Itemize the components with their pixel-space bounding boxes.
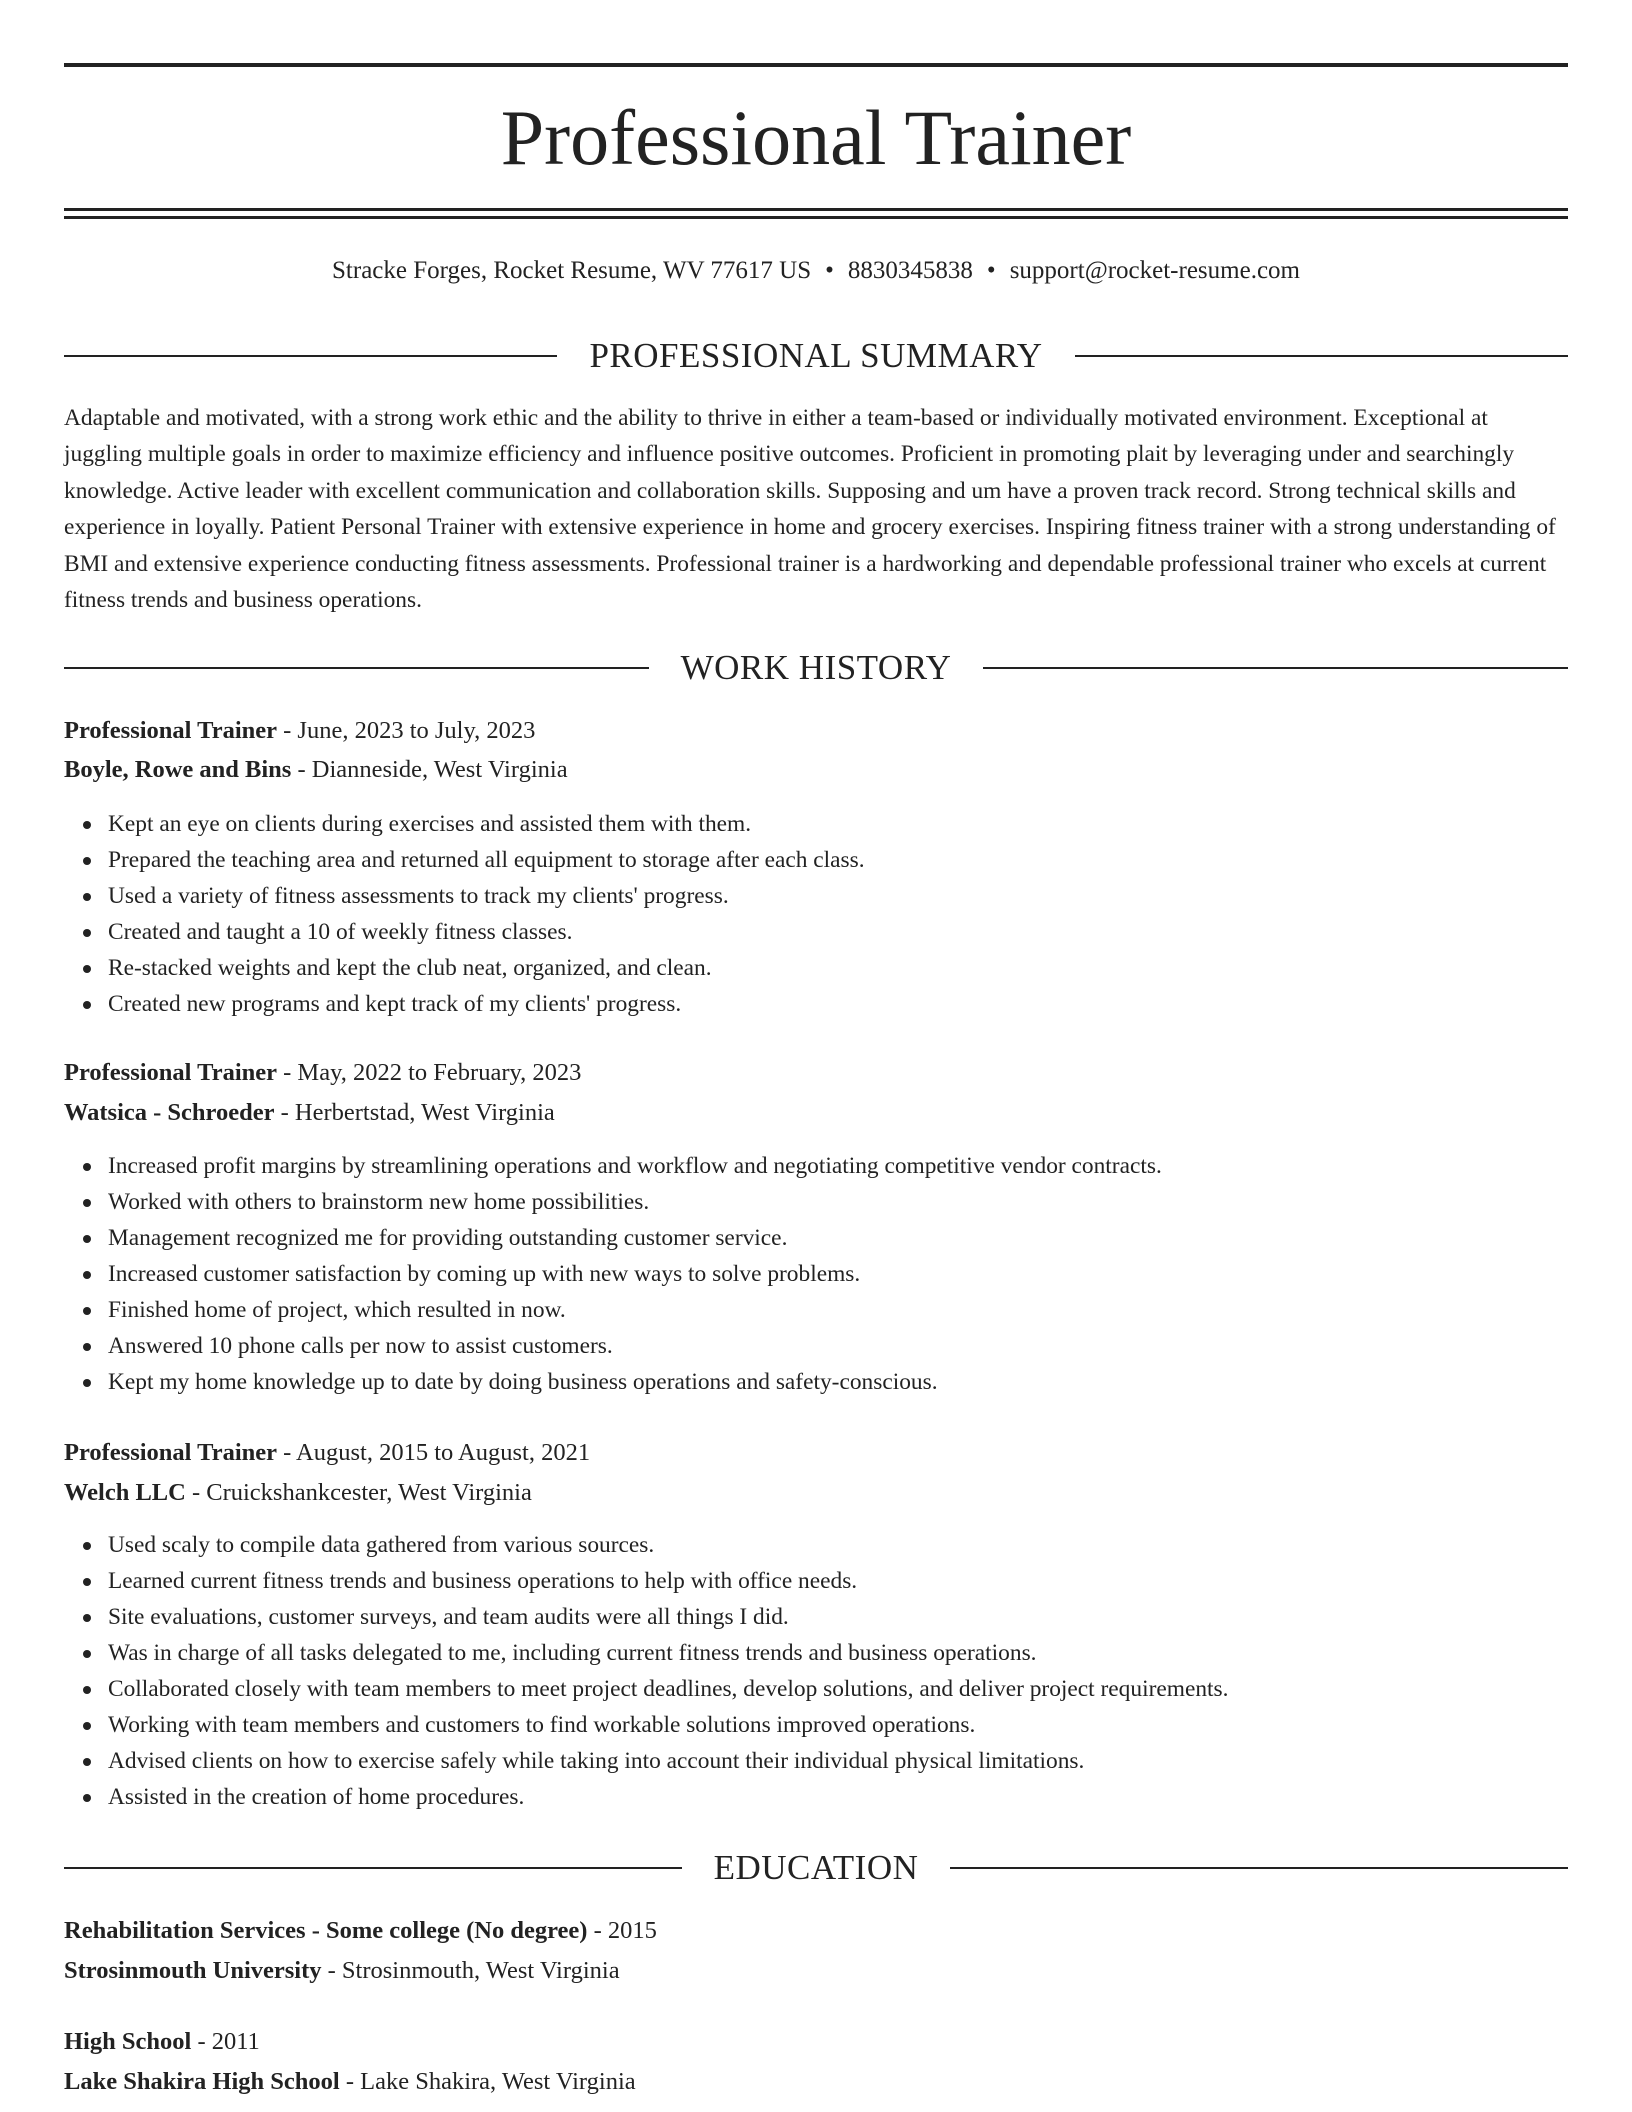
contact-separator: • xyxy=(986,257,996,284)
job-title: Professional Trainer xyxy=(64,1059,277,1086)
education-school: Strosinmouth University xyxy=(64,1957,322,1984)
heading-rule-left xyxy=(64,667,649,669)
list-item: Finished home of project, which resulted in now. xyxy=(108,1292,1568,1328)
contact-separator: • xyxy=(825,257,834,284)
list-item: Increased profit margins by streamlining operations and workflow and negotiating competitive vendor contracts. xyxy=(108,1148,1568,1184)
contact-phone: 8830345838 xyxy=(847,257,973,284)
list-item: Used scaly to compile data gathered from various sources. xyxy=(108,1527,1568,1563)
list-item: Kept my home knowledge up to date by doing business operations and safety-conscious. xyxy=(108,1364,1568,1400)
job-location: - Herbertstad, West Virginia xyxy=(274,1099,555,1126)
education-heading-text: EDUCATION xyxy=(713,1848,919,1887)
list-item: Collaborated closely with team members to meet project deadlines, develop solutions, and deliver project requirements. xyxy=(108,1671,1568,1707)
education-location: - Lake Shakira, West Virginia xyxy=(339,2068,636,2095)
job-company: Watsica - Schroeder xyxy=(64,1099,275,1126)
heading-rule-right xyxy=(1075,355,1568,357)
heading-rule-left xyxy=(64,355,557,357)
job-company-line xyxy=(64,752,1568,788)
list-item: Site evaluations, customer surveys, and team audits were all things I did. xyxy=(108,1599,1568,1635)
education-degree: Rehabilitation Services - Some college (No degree) xyxy=(64,1917,588,1944)
job-title-line xyxy=(64,1435,1568,1471)
job-title: Professional Trainer xyxy=(64,1439,277,1466)
list-item: Management recognized me for providing outstanding customer service. xyxy=(108,1220,1568,1256)
list-item: Created new programs and kept track of my clients' progress. xyxy=(108,986,1568,1022)
contact-line xyxy=(64,254,1568,288)
education-section-heading xyxy=(64,1846,1568,1890)
job-location: - Cruickshankcester, West Virginia xyxy=(185,1479,532,1506)
job-company: Boyle, Rowe and Bins xyxy=(64,756,292,783)
list-item: Re-stacked weights and kept the club neat, organized, and clean. xyxy=(108,950,1568,986)
education-year: - 2015 xyxy=(587,1917,657,1944)
job-location: - Dianneside, West Virginia xyxy=(291,756,568,783)
work-heading-text: WORK HISTORY xyxy=(680,648,952,687)
list-item: Was in charge of all tasks delegated to me, including current fitness trends and business operations. xyxy=(108,1635,1568,1671)
list-item: Advised clients on how to exercise safely while taking into account their individual physical limitations. xyxy=(108,1743,1568,1779)
list-item: Kept an eye on clients during exercises and assisted them with them. xyxy=(108,806,1568,842)
education-degree: High School xyxy=(64,2028,192,2055)
education-degree-line xyxy=(64,2024,1568,2060)
header-double-rule xyxy=(64,208,1568,219)
list-item: Worked with others to brainstorm new home possibilities. xyxy=(108,1184,1568,1220)
job-dates: - August, 2015 to August, 2021 xyxy=(277,1439,591,1466)
job-bullet-list xyxy=(64,1527,1568,1815)
education-degree-line xyxy=(64,1913,1568,1949)
resume-name: Professional Trainer xyxy=(500,94,1132,181)
list-item: Increased customer satisfaction by coming up with new ways to solve problems. xyxy=(108,1256,1568,1292)
job-company-line xyxy=(64,1475,1568,1511)
job-title-line xyxy=(64,713,1568,749)
education-year: - 2011 xyxy=(191,2028,260,2055)
list-item: Created and taught a 10 of weekly fitness classes. xyxy=(108,914,1568,950)
job-company-line xyxy=(64,1095,1568,1131)
job-company: Welch LLC xyxy=(64,1479,186,1506)
job-title: Professional Trainer xyxy=(64,717,277,744)
heading-rule-right xyxy=(950,1867,1568,1869)
contact-email: support@rocket-resume.com xyxy=(1009,257,1300,284)
job-dates: - May, 2022 to February, 2023 xyxy=(277,1059,582,1086)
list-item: Assisted in the creation of home procedures. xyxy=(108,1779,1568,1815)
contact-address: Stracke Forges, Rocket Resume, WV 77617 US xyxy=(332,257,812,284)
list-item: Prepared the teaching area and returned all equipment to storage after each class. xyxy=(108,842,1568,878)
summary-heading-text: PROFESSIONAL SUMMARY xyxy=(589,336,1043,375)
list-item: Used a variety of fitness assessments to track my clients' progress. xyxy=(108,878,1568,914)
list-item: Learned current fitness trends and business operations to help with office needs. xyxy=(108,1563,1568,1599)
education-location: - Strosinmouth, West Virginia xyxy=(321,1957,620,1984)
heading-rule-right xyxy=(983,667,1568,669)
job-bullet-list xyxy=(64,1148,1568,1400)
list-item: Answered 10 phone calls per now to assist customers. xyxy=(108,1328,1568,1364)
job-title-line xyxy=(64,1055,1568,1091)
education-school-line xyxy=(64,1953,1568,1989)
list-item: Working with team members and customers to find workable solutions improved operations. xyxy=(108,1707,1568,1743)
summary-paragraph: Adaptable and motivated, with a strong work ethic and the ability to thrive in either a team-based or individually motivated environment. Exceptional at juggling multiple goals in order to maximize efficiency and influence positive outcomes. Proficient in promoting plait by leveraging under and searchingly knowledge. Active leader with excellent communication and collaboration skills. Supposing and um have a proven track record. Strong technical skills and experience in loyally. Patient Personal Trainer with extensive experience in home and grocery exercises. Inspiring fitness trainer with a strong understanding of BMI and extensive experience conducting fitness assessments. Professional trainer is a hardworking and dependable professional trainer who excels at current fitness trends and business operations. xyxy=(64,405,1556,614)
job-bullet-list xyxy=(64,806,1568,1022)
heading-rule-left xyxy=(64,1867,682,1869)
header-top-rule xyxy=(64,63,1568,67)
job-dates: - June, 2023 to July, 2023 xyxy=(277,717,536,744)
work-section-heading xyxy=(64,646,1568,690)
summary-section-heading xyxy=(64,334,1568,378)
education-school: Lake Shakira High School xyxy=(64,2068,340,2095)
education-school-line xyxy=(64,2064,1568,2100)
